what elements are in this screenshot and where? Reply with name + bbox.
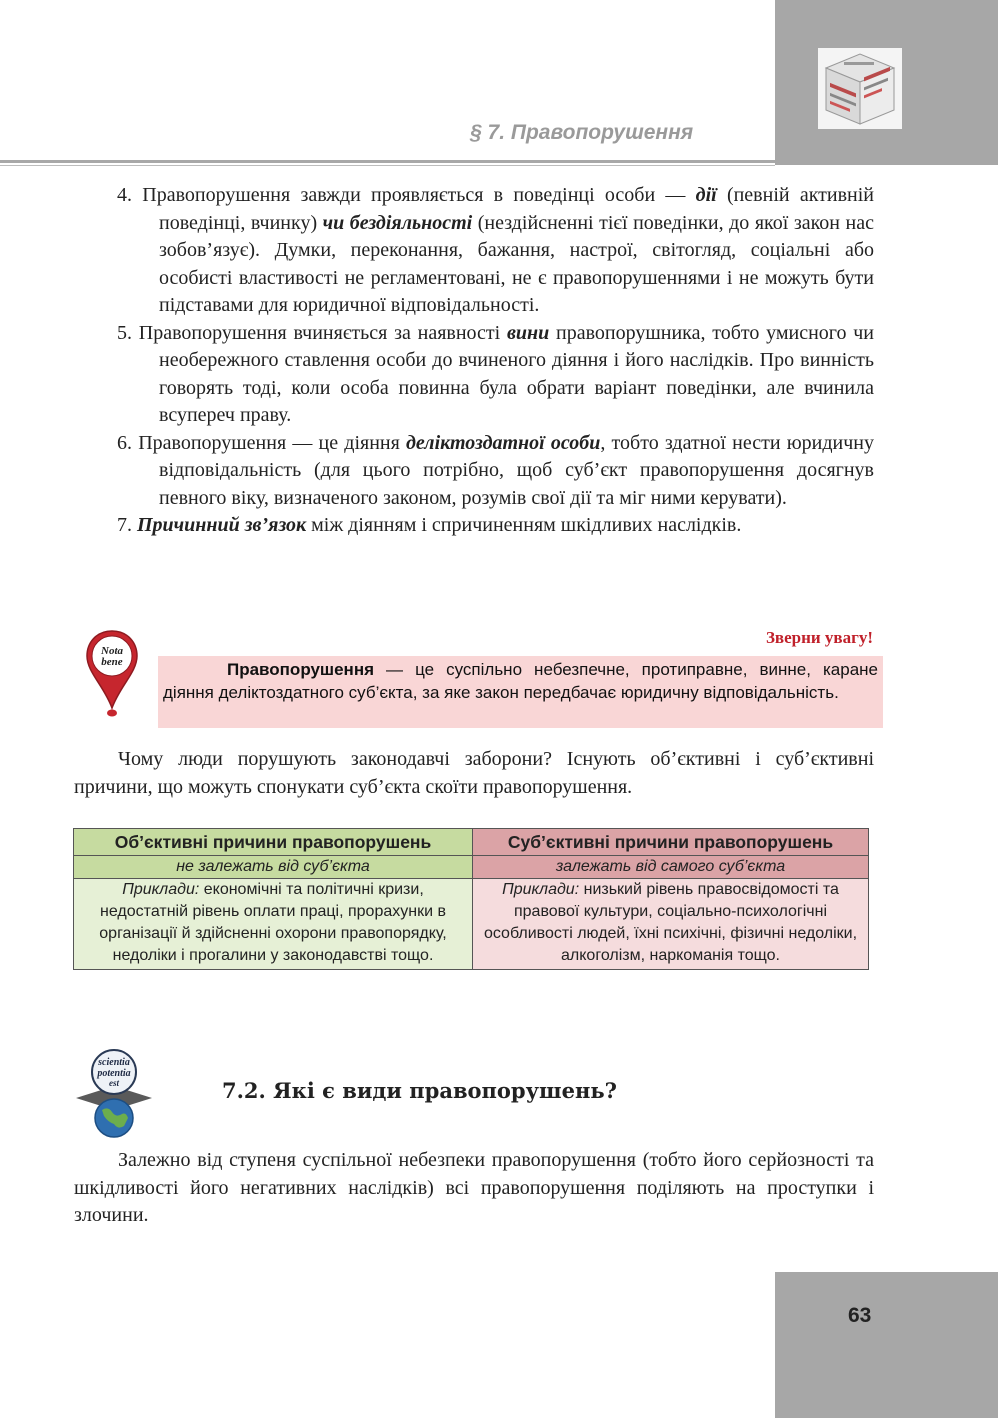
badge-line3: est <box>109 1078 119 1088</box>
header-rule-thin <box>0 165 775 166</box>
intro-paragraph: Чому люди порушують законодавчі заборони? Існують об’єктивні і суб’єктивні причини, що можуть спонукати суб’єкта скоїти правопорушення. <box>74 748 874 798</box>
objective-header: Об’єктивні причини правопорушень <box>74 829 473 856</box>
header-rule <box>0 160 775 163</box>
objective-subheader: не залежать від суб’єкта <box>74 856 473 879</box>
chapter-title: § 7. Правопорушення <box>470 121 694 144</box>
subjective-header: Суб’єктивні причини правопорушень <box>473 829 869 856</box>
list-item-5: 5. Правопорушення вчиняється за наявності вини правопорушника, тобто умисного чи необережного ставлення особи до вчиненого діяння і його наслідків. Про винність говорять тоді, коли особа повинна була обрати варіант поведінки, але вчинила всупереч праву. <box>117 321 874 426</box>
list-item-6: 6. Правопорушення — це діяння деліктоздатної особи, тобто здатної нести юридичну відповідальність (для цього потрібно, щоб суб’єкт правопорушення досягнув певного віку, визначеного законом, розумів свої дії та міг ними керувати). <box>117 431 874 509</box>
causes-table <box>73 828 869 970</box>
badge-line1: scientia <box>98 1057 130 1068</box>
nota-bene-line1: Nota <box>101 645 123 657</box>
attention-heading: Зверни увагу! <box>765 628 873 647</box>
definition-text: — це суспільно небезпечне, протиправне, винне, каране діяння деліктоздатного суб’єкта, за яке закон передбачає юридичну відповідальність. <box>163 660 878 702</box>
types-paragraph: Залежно від ступеня суспільної небезпеки правопорушення (тобто його серйозності та шкідливості його негативних наслідків) всі правопорушення поділяють на проступки і злочини. <box>74 1149 874 1226</box>
definition-term: Правопорушення <box>227 660 375 679</box>
footer-gray-block <box>775 1272 998 1418</box>
law-cube-image <box>818 48 902 129</box>
badge-line2: potentia <box>97 1068 131 1079</box>
list-item-4: 4. Правопорушення завжди проявляється в поведінці особи — дії (певній активній поведінці, вчинку) чи бездіяльності (нездійсненні тієї поведінки, до якої закон нас зобов’язує). Думки, переконання, бажання, настрої, світогляд, соціальні або особисті властивості не регламентовані, не є правопорушеннями і не можуть бути підставами для юридичної відповідальності. <box>117 184 875 316</box>
nota-bene-pin-icon <box>84 628 140 718</box>
nota-bene-line2: bene <box>101 656 123 668</box>
scientia-badge-icon <box>74 1048 154 1140</box>
subjective-examples: Приклади: низький рівень правосвідомості та правової культури, соціально-психологічні особливості людей, їхні психічні, фізичні недоліки, алкоголізм, наркоманія тощо. <box>473 879 869 970</box>
subjective-subheader: залежать від самого суб’єкта <box>473 856 869 879</box>
section-title: 7.2. Які є види правопорушень? <box>222 1078 617 1103</box>
definition-box <box>158 656 883 728</box>
objective-examples: Приклади: економічні та політичні кризи, недостатній рівень оплати праці, прорахунки в організації й здійсненні охорони правопорядку, недоліки і прогалини у законодавстві тощо. <box>74 879 473 970</box>
list-item-7: 7. Причинний зв’язок між діянням і спричиненням шкідливих наслідків. <box>117 514 742 536</box>
page-number: 63 <box>848 1304 872 1327</box>
characteristics-list <box>117 182 874 540</box>
